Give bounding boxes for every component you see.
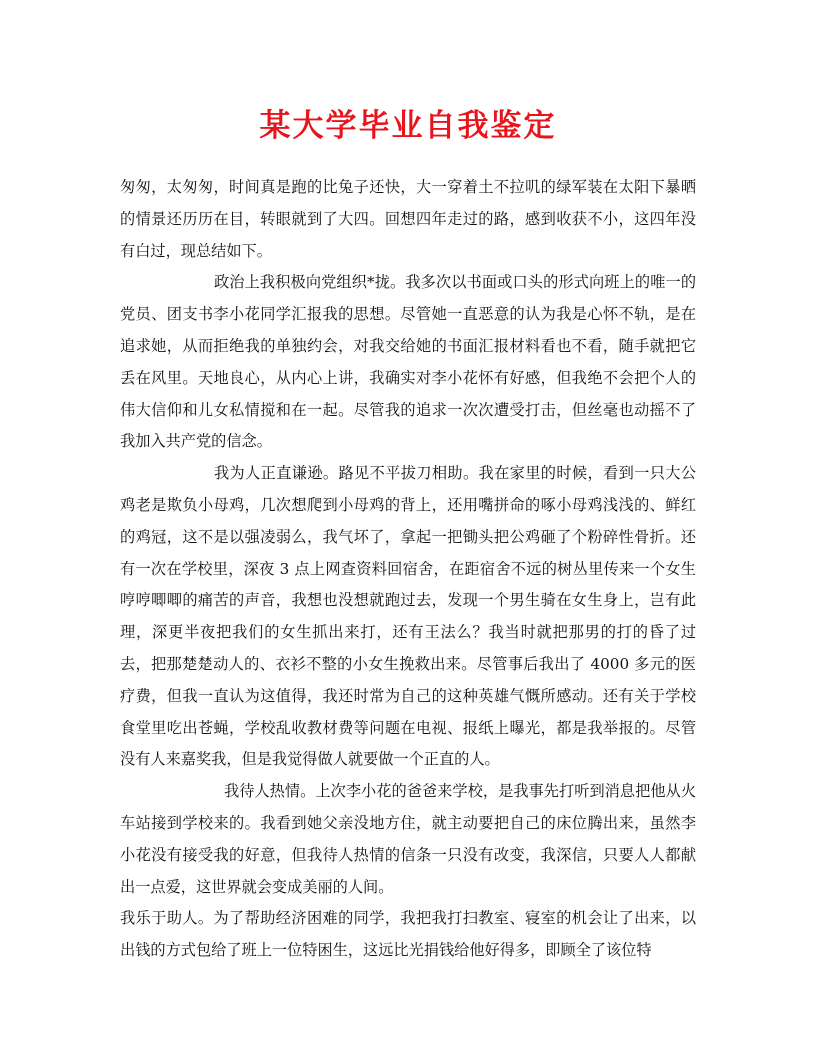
paragraph-integrity: 我为人正直谦逊。路见不平拔刀相助。我在家里的时候，看到一只大公鸡老是欺负小母鸡，几次想爬到小母鸡的背上，还用嘴拼命的啄小母鸡浅浅的、鲜红的鸡冠，这不是以强凌弱么，我气坏了，拿起一把锄头把公鸡砸了个粉碎性骨折。还有一次在学校里，深夜 3 点上网查资料回宿舍，在距宿舍不远的树丛里传来一个女生哼哼唧唧的痛苦的声音，我想也没想就跑过去，发现一个男生骑在女生身上，岂有此理，深更半夜把我们的女生抓出来打，还有王法么？我当时就把那男的打的昏了过去，把那楚楚动人的、衣衫不整的小女生挽救出来。尽管事后我出了 4000 多元的医疗费，但我一直认为这值得，我还时常为自己的这种英雄气慨所感动。还有关于学校食堂里吃出苍蝇，学校乱收教材费等问题在电视、报纸上曝光，都是我举报的。尽管没有人来嘉奖我，但是我觉得做人就要做一个正直的人。 [120, 464, 696, 769]
paragraph-intro: 匆匆，太匆匆，时间真是跑的比兔子还快，大一穿着土不拉叽的绿军装在太阳下暴晒的情景还历历在目，转眼就到了大四。回想四年走过的路，感到收获不小，这四年没有白过，现总结如下。 [120, 178, 696, 260]
paragraph-helpfulness: 我乐于助人。为了帮助经济困难的同学，我把我打扫教室、寝室的机会让了出来，以出钱的方式包给了班上一位特困生，这远比光捐钱给他好得多，即顾全了该位特 [120, 909, 696, 960]
document-body [120, 172, 696, 967]
document-title: 某大学毕业自我鉴定 [259, 108, 557, 144]
paragraph-politics: 政治上我积极向党组织*拢。我多次以书面或口头的形式向班上的唯一的党员、团支书李小花同学汇报我的思想。尽管她一直恶意的认为我是心怀不轨，是在追求她，从而拒绝我的单独约会，对我交给她的书面汇报材料看也不看，随手就把它丢在风里。天地良心，从内心上讲，我确实对李小花怀有好感，但我绝不会把个人的伟大信仰和儿女私情搅和在一起。尽管我的追求一次次遭受打击，但丝毫也动摇不了我加入共产党的信念。 [120, 273, 696, 451]
paragraph-warmth: 我待人热情。上次李小花的爸爸来学校，是我事先打听到消息把他从火车站接到学校来的。我看到她父亲没地方住，就主动要把自己的床位腾出来，虽然李小花没有接受我的好意，但我待人热情的信条一只没有改变，我深信，只要人人都献出一点爱，这世界就会变成美丽的人间。 [120, 782, 696, 896]
